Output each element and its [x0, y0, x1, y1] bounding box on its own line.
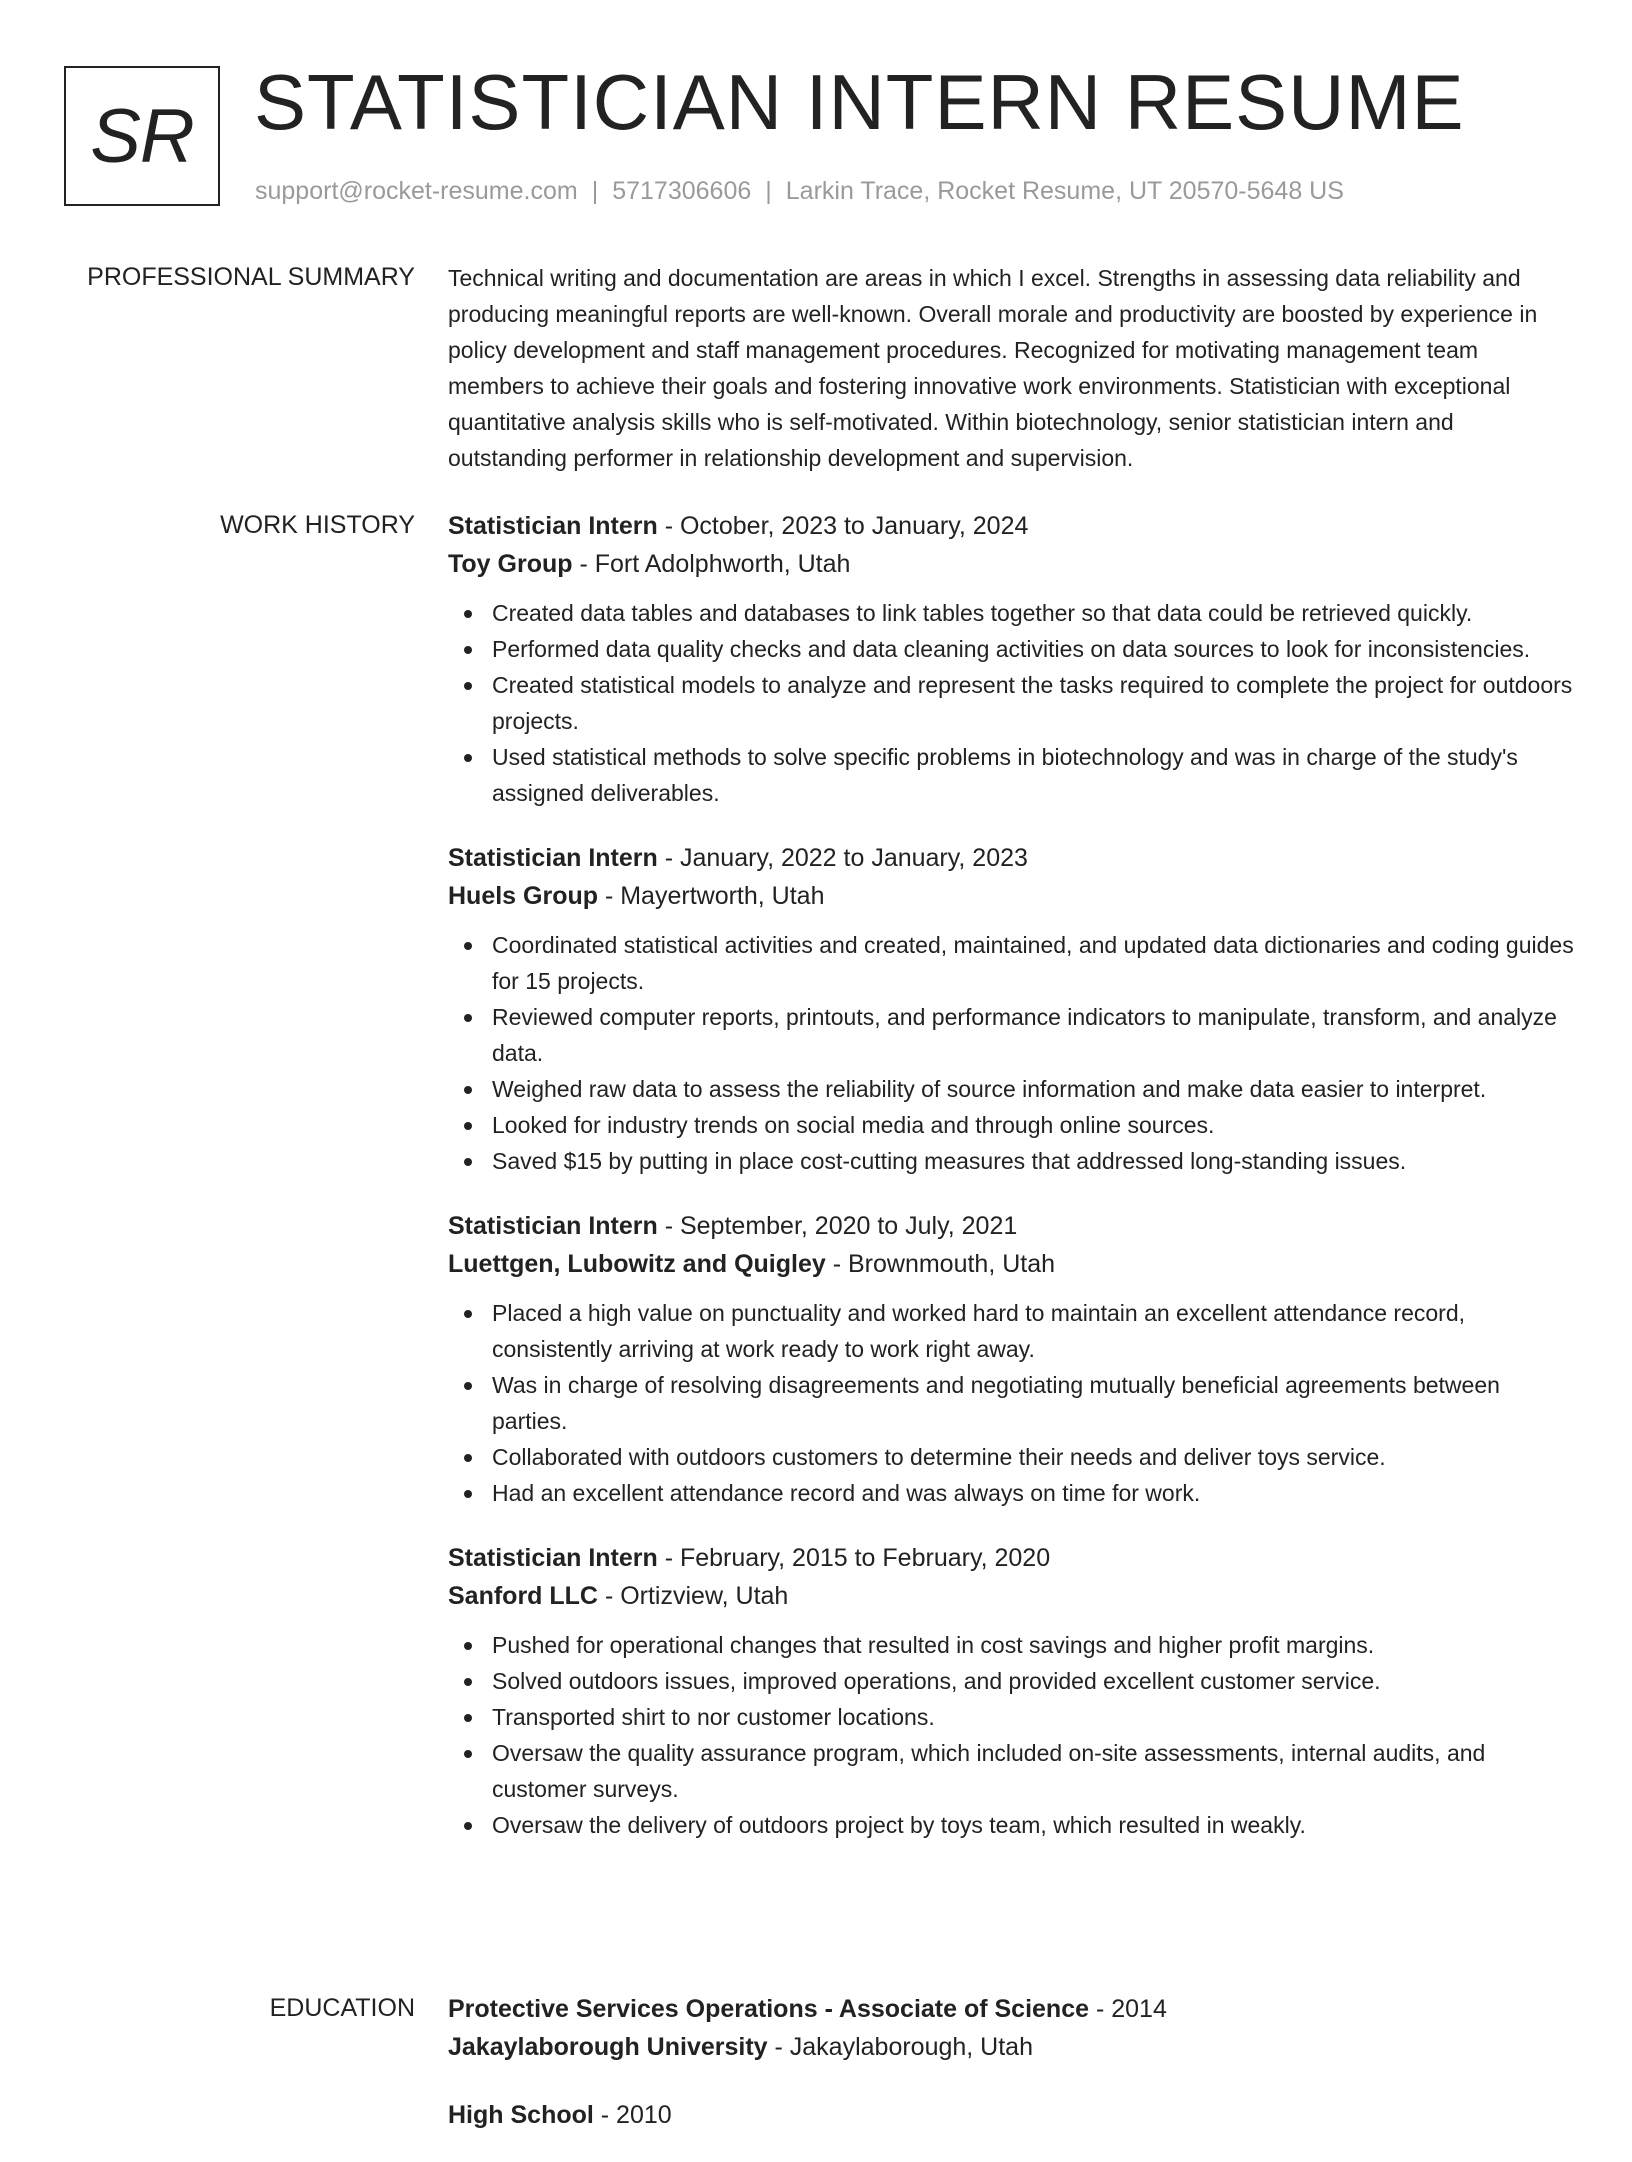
job-company: Huels Group: [448, 882, 599, 910]
job-dates: - September, 2020 to July, 2021: [657, 1212, 1018, 1240]
monogram: SR: [64, 66, 220, 206]
job-bullets: [448, 1627, 1578, 1843]
list-item: Coordinated statistical activities and created, maintained, and updated data dictionaries and coding guides for 15 projects.: [448, 927, 1578, 999]
contact-separator: |: [591, 177, 599, 205]
list-item: Collaborated with outdoors customers to determine their needs and deliver toys service.: [448, 1439, 1578, 1475]
education-year: - 2010: [593, 2101, 672, 2129]
list-item: Created statistical models to analyze and represent the tasks required to complete the project for outdoors projects.: [448, 667, 1578, 739]
job-entry: [448, 1207, 1578, 1511]
job-dates: - January, 2022 to January, 2023: [657, 844, 1028, 872]
education-degree-line: [448, 1990, 1578, 2028]
job-company-line: [448, 545, 1578, 583]
contact-line: [255, 176, 1344, 206]
education-entry: [448, 1990, 1578, 2066]
job-title: Statistician Intern: [448, 844, 658, 872]
education-entry: [448, 2096, 1578, 2134]
section-label-summary: PROFESSIONAL SUMMARY: [87, 263, 415, 291]
job-dates: - February, 2015 to February, 2020: [657, 1544, 1051, 1572]
job-location: - Mayertworth, Utah: [598, 882, 825, 910]
contact-separator: |: [765, 177, 772, 205]
list-item: Reviewed computer reports, printouts, and performance indicators to manipulate, transform, and analyze data.: [448, 999, 1578, 1071]
contact-phone[interactable]: 5717306606: [612, 177, 752, 205]
section-label-education: EDUCATION: [269, 1994, 415, 2022]
job-company-line: [448, 1577, 1578, 1615]
list-item: Used statistical methods to solve specific problems in biotechnology and was in charge of the study's assigned deliverables.: [448, 739, 1578, 811]
list-item: Created data tables and databases to link tables together so that data could be retrieved quickly.: [448, 595, 1578, 631]
summary-text: Technical writing and documentation are areas in which I excel. Strengths in assessing data reliability and producing meaningful reports are well-known. Overall morale and productivity are boosted by experience in policy development and staff management procedures. Recognized for motivating management team members to achieve their goals and fostering innovative work environments. Statistician with exceptional quantitative analysis skills who is self-motivated. Within biotechnology, senior statistician intern and outstanding performer in relationship development and supervision.: [448, 265, 1538, 471]
education-degree: Protective Services Operations - Associate of Science: [448, 1995, 1090, 2023]
list-item: Saved $15 by putting in place cost-cutting measures that addressed long-standing issues.: [448, 1143, 1578, 1179]
list-item: Transported shirt to nor customer locations.: [448, 1699, 1578, 1735]
list-item: Weighed raw data to assess the reliability of source information and make data easier to interpret.: [448, 1071, 1578, 1107]
page-title: STATISTICIAN INTERN RESUME: [254, 58, 1465, 146]
job-bullets: [448, 1295, 1578, 1511]
job-company: Luettgen, Lubowitz and Quigley: [448, 1250, 826, 1278]
contact-email[interactable]: support@rocket-resume.com: [255, 177, 578, 205]
job-dates: - October, 2023 to January, 2024: [657, 512, 1029, 540]
education-location: - Jakaylaborough, Utah: [767, 2033, 1033, 2061]
job-company: Sanford LLC: [448, 1582, 598, 1610]
education-degree-line: [448, 2096, 1578, 2134]
list-item: Had an excellent attendance record and was always on time for work.: [448, 1475, 1578, 1511]
list-item: Placed a high value on punctuality and worked hard to maintain an excellent attendance record, consistently arriving at work ready to work right away.: [448, 1295, 1578, 1367]
job-title: Statistician Intern: [448, 1212, 658, 1240]
job-bullets: [448, 595, 1578, 811]
list-item: Performed data quality checks and data cleaning activities on data sources to look for inconsistencies.: [448, 631, 1578, 667]
job-title-line: [448, 1539, 1578, 1577]
job-title-line: [448, 1207, 1578, 1245]
education-school-line: [448, 2028, 1578, 2066]
job-bullets: [448, 927, 1578, 1179]
job-title-line: [448, 839, 1578, 877]
contact-address: Larkin Trace, Rocket Resume, UT 20570-5648 US: [785, 177, 1344, 205]
job-entry: [448, 507, 1578, 811]
section-label-work-history: WORK HISTORY: [220, 511, 415, 539]
job-location: - Ortizview, Utah: [598, 1582, 789, 1610]
job-entry: [448, 839, 1578, 1179]
job-title: Statistician Intern: [448, 512, 658, 540]
list-item: Looked for industry trends on social media and through online sources.: [448, 1107, 1578, 1143]
list-item: Pushed for operational changes that resulted in cost savings and higher profit margins.: [448, 1627, 1578, 1663]
education-degree: High School: [448, 2101, 594, 2129]
list-item: Oversaw the delivery of outdoors project by toys team, which resulted in weakly.: [448, 1807, 1578, 1843]
education-school: Jakaylaborough University: [448, 2033, 768, 2061]
education-year: - 2014: [1089, 1995, 1167, 2023]
job-location: - Brownmouth, Utah: [825, 1250, 1056, 1278]
job-company-line: [448, 877, 1578, 915]
list-item: Was in charge of resolving disagreements and negotiating mutually beneficial agreements between parties.: [448, 1367, 1578, 1439]
job-company-line: [448, 1245, 1578, 1283]
job-title-line: [448, 507, 1578, 545]
list-item: Solved outdoors issues, improved operations, and provided excellent customer service.: [448, 1663, 1578, 1699]
job-title: Statistician Intern: [448, 1544, 658, 1572]
job-entry: [448, 1539, 1578, 1843]
job-company: Toy Group: [448, 550, 573, 578]
job-location: - Fort Adolphworth, Utah: [572, 550, 851, 578]
list-item: Oversaw the quality assurance program, which included on-site assessments, internal audits, and customer surveys.: [448, 1735, 1578, 1807]
